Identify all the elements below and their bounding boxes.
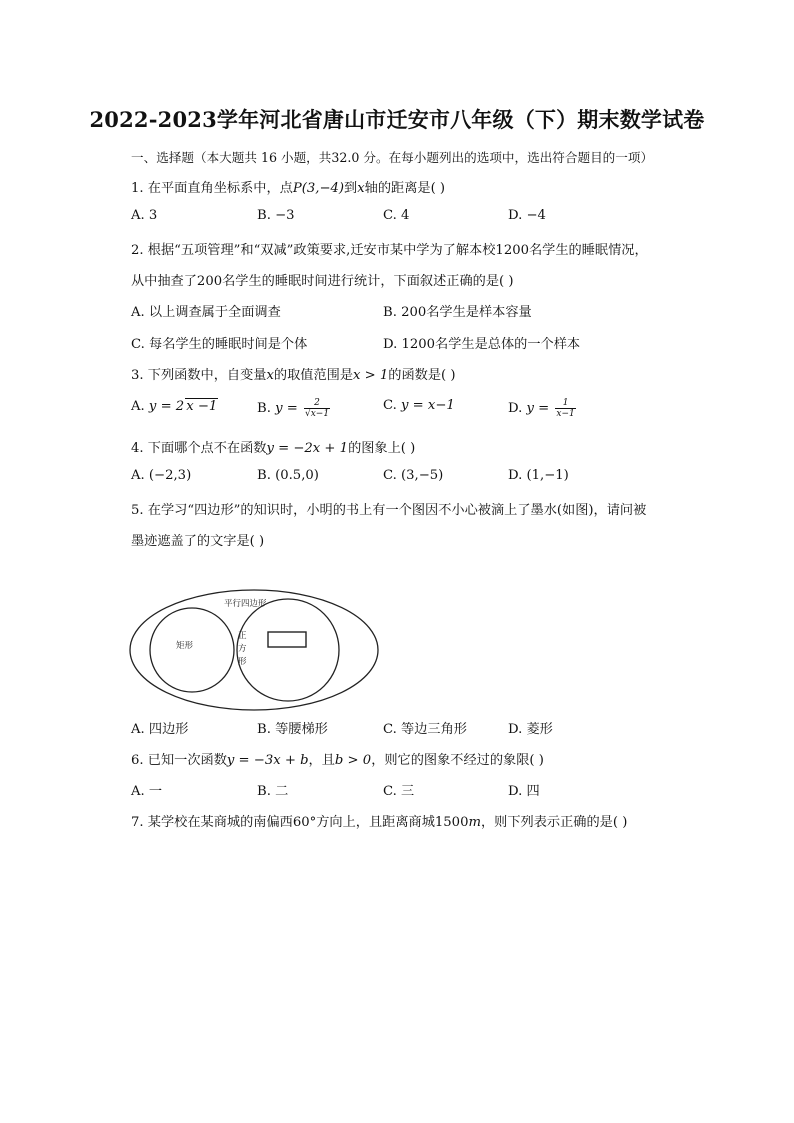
question-6-stem xyxy=(131,749,544,768)
question-7-text-b: ，则下列表示正确的是( ) xyxy=(480,815,628,830)
question-6-condition: b > 0 xyxy=(334,753,372,768)
option-letter: C. xyxy=(383,398,402,413)
label-square-1: 正 xyxy=(238,631,247,641)
question-2-option-b[interactable]: B. 200名学生是样本容量 xyxy=(383,305,532,320)
exam-title: 2022-2023学年河北省唐山市迁安市八年级（下）期末数学试卷 xyxy=(89,107,705,132)
fraction-numerator: 1 xyxy=(555,398,575,409)
question-4-option-a[interactable]: A. (−2,3) xyxy=(131,468,192,483)
question-3-text: 3. 下列函数中，自变量 xyxy=(131,368,267,383)
question-7-unit: m xyxy=(468,815,481,830)
fraction xyxy=(555,398,575,419)
option-expression: y = xyxy=(526,401,554,416)
question-6-option-a[interactable]: A. 一 xyxy=(131,784,163,799)
question-3-variable: x xyxy=(266,368,274,383)
question-7-text: 7. 某学校在某商城的南偏西60°方向上，且距离商城1500 xyxy=(131,815,469,830)
question-4-option-b[interactable]: B. (0.5,0) xyxy=(257,468,319,483)
option-expression: y = xyxy=(275,401,302,416)
question-3-option-b[interactable] xyxy=(257,398,330,419)
question-6-option-d[interactable]: D. 四 xyxy=(508,784,540,799)
question-4-option-c[interactable]: C. (3,−5) xyxy=(383,468,444,483)
option-expression: y = x−1 xyxy=(401,398,455,413)
section-header: 一、选择题（本大题共 16 小题，共32.0 分。在每小题列出的选项中，选出符合题目的一项） xyxy=(131,150,654,165)
question-2-option-c[interactable]: C. 每名学生的睡眠时间是个体 xyxy=(131,337,308,352)
question-5-stem-line-2: 墨迹遮盖了的文字是( ) xyxy=(131,534,265,549)
fraction-denominator: √x−1 xyxy=(304,409,330,419)
question-3-stem xyxy=(131,364,456,383)
quadrilateral-venn-diagram xyxy=(128,588,390,712)
question-6-option-c[interactable]: C. 三 xyxy=(383,784,415,799)
ink-blot-box xyxy=(268,632,306,647)
question-1-option-d[interactable]: D. −4 xyxy=(508,208,546,223)
fraction-numerator: 2 xyxy=(304,398,330,409)
fraction-denominator: x−1 xyxy=(556,409,575,419)
question-1-text-c: 轴的距离是( ) xyxy=(364,181,446,196)
question-5-option-d[interactable]: D. 菱形 xyxy=(508,722,553,737)
question-3-option-d[interactable] xyxy=(508,398,576,419)
question-2-stem-line-1: 2. 根据“五项管理”和“双减”政策要求,迁安市某中学为了解本校1200名学生的睡眠情况， xyxy=(131,243,648,258)
label-parallelogram: 平行四边形 xyxy=(224,599,267,609)
question-1-option-b[interactable]: B. −3 xyxy=(257,208,295,223)
question-3-option-c[interactable] xyxy=(383,398,455,413)
question-4-function: y = −2x + 1 xyxy=(266,441,349,456)
question-2-option-d[interactable]: D. 1200名学生是总体的一个样本 xyxy=(383,337,581,352)
question-1-point: P(3,−4) xyxy=(292,181,345,196)
question-3-text-b: 的取值范围是 xyxy=(273,368,354,383)
question-1-text-b: 到 xyxy=(344,181,358,196)
fraction xyxy=(304,398,330,419)
radical: x −1 xyxy=(186,399,218,414)
question-5-option-c[interactable]: C. 等边三角形 xyxy=(383,722,467,737)
question-3-text-c: 的函数是( ) xyxy=(388,368,456,383)
question-5-option-b[interactable]: B. 等腰梯形 xyxy=(257,722,328,737)
right-circle xyxy=(237,599,339,701)
question-4-text-b: 的图象上( ) xyxy=(348,441,416,456)
question-1-axis: x xyxy=(357,181,365,196)
question-3-option-a[interactable] xyxy=(131,398,218,414)
label-rectangle: 矩形 xyxy=(176,641,194,651)
question-6-text: 6. 已知一次函数 xyxy=(131,753,227,768)
question-4-stem xyxy=(131,437,415,456)
label-square-2: 方 xyxy=(238,644,247,654)
question-2-stem-line-2: 从中抽查了200名学生的睡眠时间进行统计，下面叙述正确的是( ) xyxy=(131,274,514,289)
question-6-text-c: ，则它的图象不经过的象限( ) xyxy=(371,753,544,768)
question-3-condition: x > 1 xyxy=(353,368,389,383)
question-6-option-b[interactable]: B. 二 xyxy=(257,784,289,799)
option-expression: y = 2 xyxy=(148,399,185,414)
question-4-option-d[interactable]: D. (1,−1) xyxy=(508,468,569,483)
question-1-option-c[interactable]: C. 4 xyxy=(383,208,410,223)
question-1-option-a[interactable]: A. 3 xyxy=(131,208,158,223)
question-6-text-b: ，且 xyxy=(308,753,335,768)
option-letter: A. xyxy=(131,399,149,414)
question-2-option-a[interactable]: A. 以上调查属于全面调查 xyxy=(131,305,281,320)
option-letter: B. xyxy=(257,401,276,416)
question-4-text: 4. 下面哪个点不在函数 xyxy=(131,441,267,456)
label-square-3: 形 xyxy=(238,657,247,667)
question-1-stem xyxy=(131,177,445,196)
question-1-text: 1. 在平面直角坐标系中，点 xyxy=(131,181,293,196)
question-6-function: y = −3x + b xyxy=(226,753,309,768)
question-5-stem-line-1: 5. 在学习“四边形”的知识时，小明的书上有一个图因不小心被滴上了墨水(如图)，请问被 xyxy=(131,503,647,518)
option-letter: D. xyxy=(508,401,527,416)
question-7-stem xyxy=(131,811,627,830)
question-5-option-a[interactable]: A. 四边形 xyxy=(131,722,189,737)
